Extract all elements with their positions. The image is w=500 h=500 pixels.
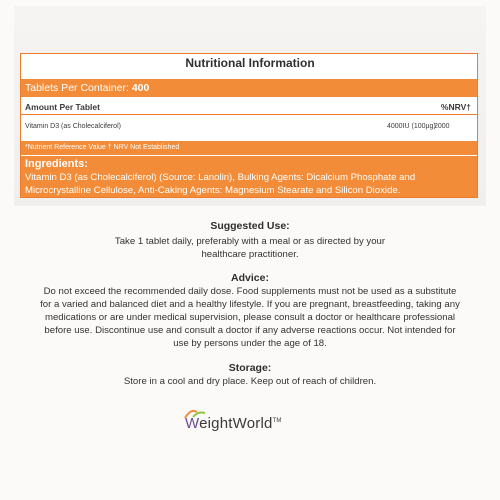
logo-arc-icon: [183, 409, 207, 419]
suggested-use-text: Take 1 tablet daily, preferably with a meal or as directed by your healthcare practitioner.: [114, 236, 386, 260]
tablets-row: [21, 79, 477, 97]
logo-tm: TM: [272, 418, 282, 424]
vitamin-nrv: 2000: [434, 123, 450, 130]
advice-title: Advice:: [231, 272, 269, 284]
ingredients-box: [21, 156, 477, 197]
nutrition-title: Nutritional Information: [185, 56, 315, 70]
tablets-label: Tablets Per Container:: [25, 82, 129, 94]
footnote-row: [21, 141, 477, 155]
vitamin-row: [21, 119, 477, 135]
storage-text: Store in a cool and dry place. Keep out of reach of children.: [123, 376, 377, 387]
advice-text: Do not exceed the recommended daily dose. Food supplements must not be used as a substitute for a varied and balanced diet and a healthy lifestyle. If you are pregnant, breastfeeding, taking any medications or are under medical supervision, please consult a doctor or healthcare professional before use. Discontinue use and consult a doctor if any adverse reactions occur. Not intended for use by persons under the age of 18.: [40, 286, 460, 349]
amount-label: Amount Per Tablet: [25, 102, 100, 112]
tablets-value: 400: [131, 82, 150, 94]
suggested-use-title: Suggested Use:: [210, 220, 290, 232]
storage-section: [0, 362, 500, 388]
vitamin-amount: 4000IU (100µg): [387, 123, 436, 130]
suggested-use-section: [0, 220, 500, 261]
amount-header-row: [21, 99, 477, 115]
storage-title: Storage:: [228, 362, 272, 374]
nrv-header: %NRV†: [440, 102, 471, 112]
footnote-text: *Nutrient Reference Value † NRV Not Established: [25, 144, 180, 151]
logo-text: eightWorld: [199, 415, 273, 432]
logo-w: W: [185, 415, 200, 432]
ingredients-title: Ingredients:: [25, 158, 88, 170]
ingredients-text: Vitamin D3 (as Cholecalciferol) (Source: Lanolin), Bulking Agents: Dicalcium Phosphate and Microcrystalline Cellulose, Anti-Caking Agents: Magnesium Stearate and Silicon Dioxide.: [25, 172, 416, 196]
advice-section: [0, 272, 500, 350]
brand-logo: [185, 415, 282, 437]
vitamin-name: Vitamin D3 (as Cholecalciferol): [25, 123, 121, 130]
